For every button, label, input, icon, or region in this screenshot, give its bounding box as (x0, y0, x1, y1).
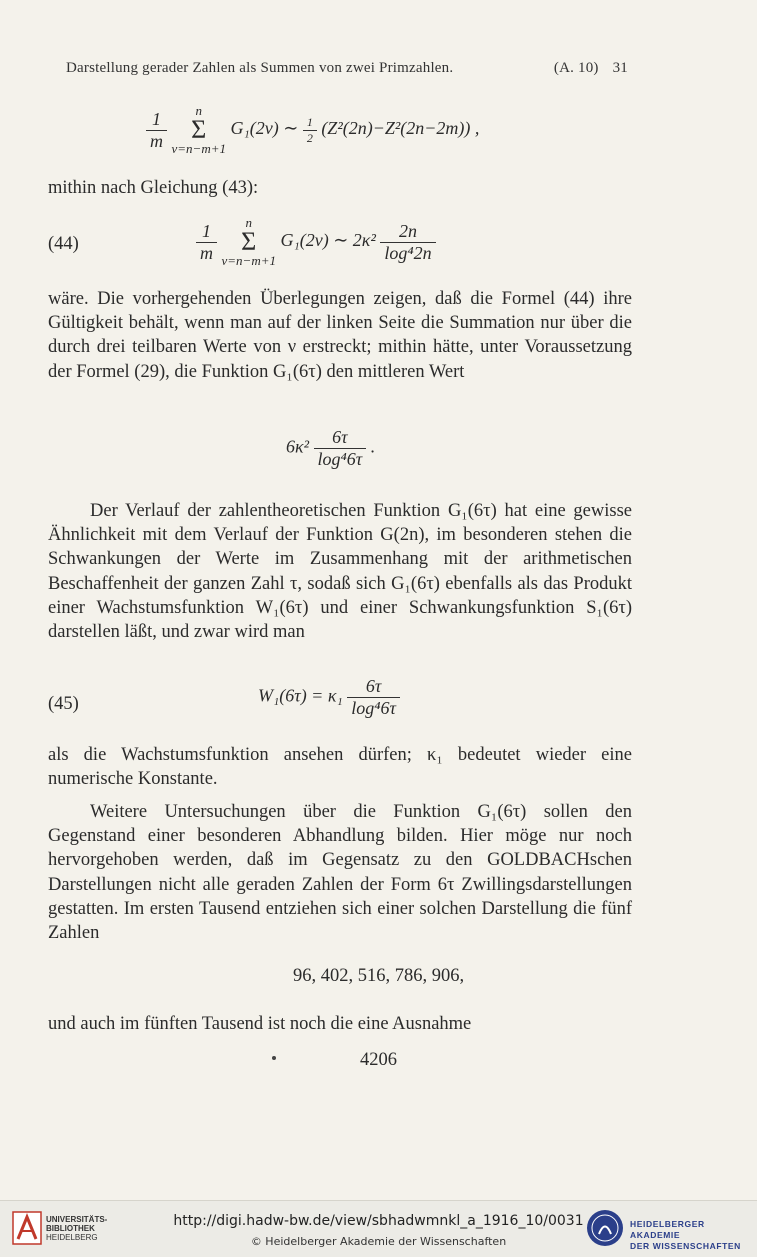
exception-number-4206: 4206 (360, 1050, 397, 1070)
exception-numbers: 96, 402, 516, 786, 906, (292, 966, 465, 986)
equation-44: $\frac{1}{m}$ n Σ ν=n−m+1 G₁(2ν) ∼ 2κ² $\frac{2n}{\text{log⁴2n}}$ (196, 216, 436, 268)
permalink-url[interactable]: http://digi.hadw-bw.de/view/sbhadwmnkl_a_1916_10/0031 (173, 1213, 584, 1229)
sum-symbol: n Σ ν=n−m+1 (171, 103, 226, 156)
page-number: 31 (612, 60, 628, 76)
header-title: Darstellung gerader Zahlen als Summen von zwei Primzahlen. (66, 60, 454, 76)
equation-45: W₁(6τ) = κ₁ $\frac{6\tau}{\text{log⁴6τ}}$ (258, 676, 400, 719)
paragraph-4: Weitere Untersuchungen über die Funktion G₁(6τ) sollen den Gegenstand einer besonderen Abhandlung bilden. Hier möge nur noch hervorgehoben werden, daß im Gegensatz zu den GOLDBACHschen Darstellungen nicht alle geraden Zahlen der Form 6τ Zwillingsdarstellungen gestatten. Im ersten Tausend entziehen sich einer solchen Darstellung die fünf Zahlen (48, 802, 632, 944)
viewer-footer (0, 1200, 757, 1257)
paragraph-1: wäre. Die vorhergehenden Überlegungen zeigen, daß die Formel (44) ihre Gültigkeit behält, wenn man auf der linken Seite die Summation nur über die durch drei teilbaren Werte von ν erstreckt; mithin hätte, unter Voraussetzung der Formel (29), die Funktion G₁(6τ) den mittleren Wert (48, 289, 632, 382)
speck (272, 1056, 276, 1060)
university-library-logo[interactable]: UNIVERSITÄTS- BIBLIOTHEK HEIDELBERG (12, 1211, 122, 1247)
equation-label-45: (45) (48, 694, 79, 714)
text-mithin: mithin nach Gleichung (43): (48, 178, 259, 198)
paragraph-2: Der Verlauf der zahlentheoretischen Funktion G₁(6τ) hat eine gewisse Ähnlichkeit mit dem Verlauf der Funktion G(2n), im besonderen stehen die Schwankungen der Werte im Zusammenhang mit der arithmetischen Beschaffenheit der ganzen Zahl τ, sodaß sich G₁(6τ) ebenfalls als das Produkt einer Wachstumsfunktion W₁(6τ) und einer Schwankungsfunktion S₁(6τ) darstellen läßt, und zwar wird man (48, 501, 632, 643)
academy-logo[interactable]: HEIDELBERGER AKADEMIE DER WISSENSCHAFTEN (586, 1209, 756, 1249)
copyright-notice: © Heidelberger Akademie der Wissenschaften (250, 1235, 507, 1248)
paragraph-3: als die Wachstumsfunktion ansehen dürfen; κ₁ bedeutet wieder eine numerische Konstante. (48, 745, 632, 790)
equation-mean-value: 6κ² $\frac{6\tau}{\text{log⁴6τ}}$ . (286, 427, 376, 469)
paragraph-5: und auch im fünften Tausend ist noch die eine Ausnahme (48, 1014, 472, 1034)
equation-label-44: (44) (48, 234, 79, 254)
running-header (66, 60, 628, 77)
header-ref: (A. 10) (553, 60, 599, 76)
academy-seal-icon (586, 1209, 624, 1247)
equation-top: $\frac{1}{m}$ n Σ ν=n−m+1 G₁(2ν) ∼ $\frac{1}{2}$ (Z²(2n)−Z²(2n−2m)) , (146, 104, 479, 156)
